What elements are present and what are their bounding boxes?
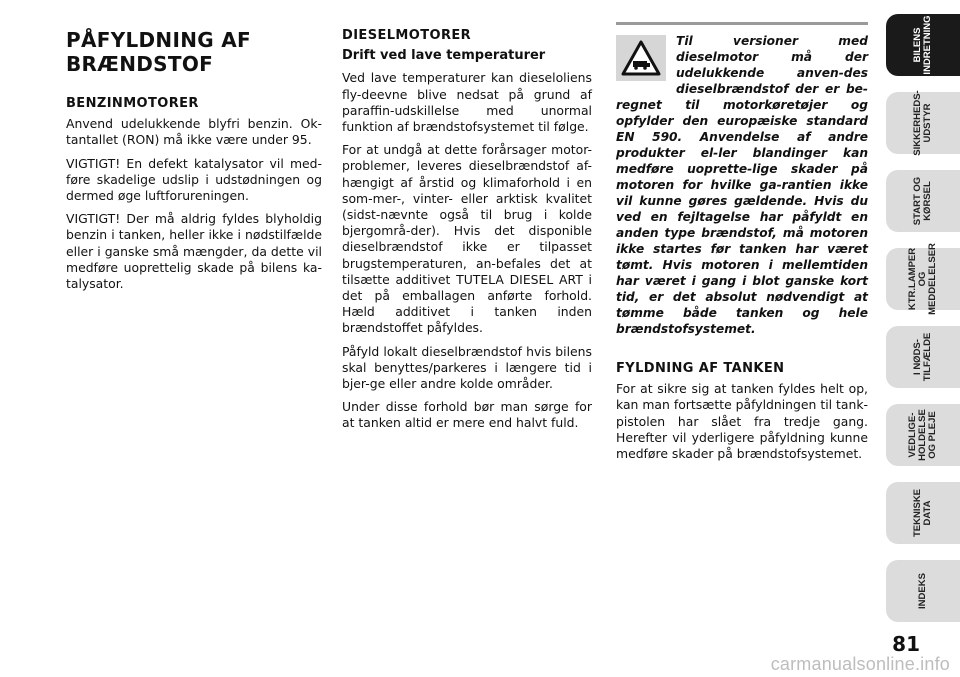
page-number: 81 xyxy=(892,632,920,656)
warning-triangle-icon xyxy=(616,35,666,81)
tab-start-og-korsel[interactable] xyxy=(886,170,960,232)
paragraph: Anvend udelukkende blyfri benzin. Ok-tantallet (RON) må ikke være under 95. xyxy=(66,116,322,148)
paragraph: Påfyld lokalt dieselbrændstof hvis bilens skal benyttes/parkeres i længere tid i bjer-ge eller andre kolde områder. xyxy=(342,343,592,392)
tab-label: INDEKS xyxy=(917,573,928,609)
paragraph: For at undgå at dette forårsager motor-problemer, leveres dieselbrændstof af-hængigt af årstid og klimaforhold i en som-mer-, vinter- eller arktisk kvalitet (sidst-nævnte også til brug i kolde bjergområ-der). Hvis det disponible dieselbrændstof ikke er tilpasset brugstemperaturen, an-befales det at tilsætte additivet TUTELA DIESEL ART i det på emballagen anførte forhold. Hæld additivet i tanken inden brændstoffet påfyldes. xyxy=(342,142,592,336)
column-diesel xyxy=(342,28,592,439)
tab-label: KTR.LAMPER OG MEDDELELSER xyxy=(907,243,938,315)
page-title xyxy=(66,28,322,76)
column-benzin xyxy=(66,28,322,299)
paragraph: For at sikre sig at tanken fyldes helt op, kan man fortsætte påfyldningen til tank-pistolen har slået fra tredje gang. Herefter vil yderligere påfyldning kunne medføre skader på brændstofsystemet. xyxy=(616,381,868,462)
tab-label: BILENS INDRETNING xyxy=(912,15,933,75)
paragraph: Under disse forhold bør man sørge for at tanken altid er mere end halvt fuld. xyxy=(342,399,592,431)
tab-indeks[interactable] xyxy=(886,560,960,622)
tab-label: I NØDS- TILFÆLDE xyxy=(912,332,933,382)
tab-label: VEDLIGE- HOLDELSE OG PLEJE xyxy=(907,409,938,461)
paragraph: VIGTIGT! Der må aldrig fyldes blyholdig benzin i tanken, heller ikke i nødstilfælde eller i ganske små mængder, da dette vil medføre uoprettelig skade på bilens ka-talysator. xyxy=(66,211,322,292)
tab-vedligeholdelse[interactable] xyxy=(886,404,960,466)
paragraph: Ved lave temperaturer kan dieseloliens fly-deevne blive nedsat på grund af paraffin-udskillelse med unormal funktion af brændstofsystemet til følge. xyxy=(342,70,592,135)
tab-i-nodstilfaelde[interactable] xyxy=(886,326,960,388)
page-title-line-1: PÅFYLDNING AF xyxy=(66,28,251,52)
page-title-line-2: BRÆNDSTOF xyxy=(66,52,214,76)
section-heading-fyldning: FYLDNING AF TANKEN xyxy=(616,361,785,376)
warning-divider xyxy=(616,22,868,25)
sub-heading-lave-temperaturer: Drift ved lave temperaturer xyxy=(342,48,546,64)
paragraph: VIGTIGT! En defekt katalysator vil med-føre skadelige udslip i udstødningen og dermed øge luftforureningen. xyxy=(66,155,322,204)
section-heading-dieselmotorer: DIESELMOTORER xyxy=(342,28,472,43)
column-warning-and-filling xyxy=(616,28,868,469)
tab-bilens-indretning[interactable] xyxy=(886,14,960,76)
tab-label: START OG KØRSEL xyxy=(912,176,933,226)
tab-label: TEKNISKE DATA xyxy=(912,488,933,538)
warning-text: Til versioner med dieselmotor må der udelukkende anven-des dieselbrændstof der er be-regnet til motorkøretøjer og opfylder den europæiske standard EN 590. Anvendelse af andre produkter el-ler blandinger kan medføre uoprette-lige skader på motoren for hvilke ga-rantien ikke vil kunne gøres gældende. Hvis du ved en fejltagelse har påfyldt en anden type brændstof, må motoren ikke startes før tanken har været tømt. Hvis motoren i mellemtiden har været i gang i blot ganske kort tid, er det absolut nødvendigt at tømme både tanken og hele brændstofsystemet. xyxy=(616,34,868,336)
watermark: carmanualsonline.info xyxy=(770,654,950,674)
tab-label: SIKKERHEDS- UDSTYR xyxy=(912,90,933,156)
tab-sikkerhedsudstyr[interactable] xyxy=(886,92,960,154)
warning-note xyxy=(616,33,868,337)
tab-ktr-lamper[interactable] xyxy=(886,243,960,315)
tab-tekniske-data[interactable] xyxy=(886,482,960,544)
section-heading-benzinmotorer: BENZINMOTORER xyxy=(66,96,199,111)
